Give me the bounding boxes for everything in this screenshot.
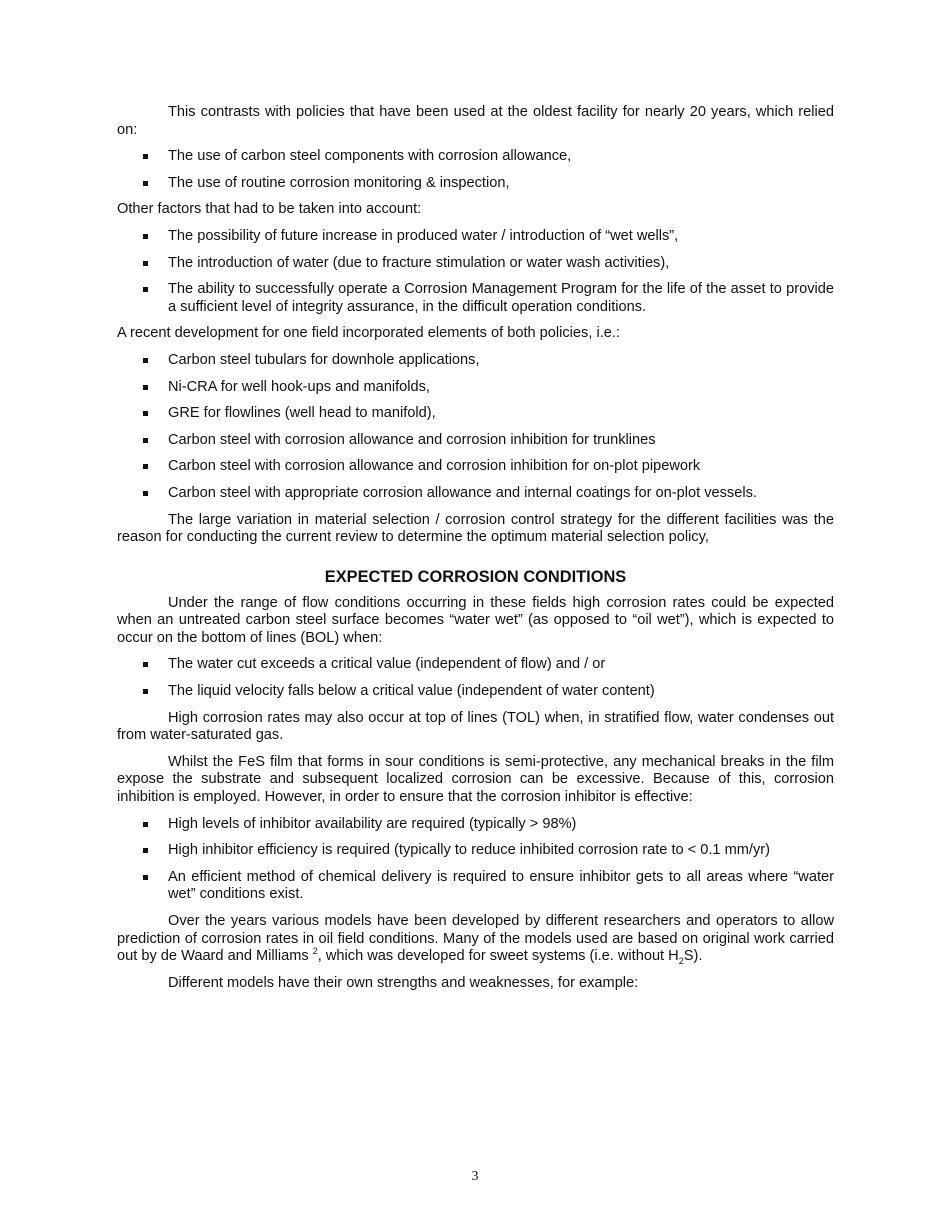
intro-paragraph: This contrasts with policies that have been used at the oldest facility for nearly 20 years, which relied on: [117,104,834,138]
large-variation-paragraph: The large variation in material selection / corrosion control strategy for the different facilities was the reason for conducting the current review to determine the optimum material selection policy, [117,511,834,546]
list-item: Carbon steel with corrosion allowance and corrosion inhibition for on-plot pipework [117,458,834,476]
list-item: High inhibitor efficiency is required (typically to reduce inhibited corrosion rate to < 0.1 mm/yr) [117,842,834,860]
bullet-icon [143,234,148,239]
bol-conditions-list [117,656,834,700]
section-heading: EXPECTED CORROSION CONDITIONS [324,567,627,586]
bullet-icon [143,385,148,390]
other-factors-paragraph: Other factors that had to be taken into account: [117,201,422,218]
bullet-icon [143,662,148,667]
list-item: The use of carbon steel components with corrosion allowance, [117,148,834,166]
list-item: The liquid velocity falls below a critical value (independent of water content) [117,683,834,701]
list-item: Carbon steel with corrosion allowance and corrosion inhibition for trunklines [117,432,834,450]
list-item: The introduction of water (due to fracture stimulation or water wash activities), [117,255,834,273]
list-item: High levels of inhibitor availability are required (typically > 98%) [117,816,834,834]
policy-list [117,148,834,192]
factors-list [117,228,834,316]
list-item: The ability to successfully operate a Corrosion Management Program for the life of the asset to provide a sufficient level of integrity assurance, in the difficult operation conditions. [117,281,834,316]
list-item: Carbon steel with appropriate corrosion allowance and internal coatings for on-plot vessels. [117,485,834,503]
bullet-icon [143,875,148,880]
list-item: The use of routine corrosion monitoring & inspection, [117,175,834,193]
bullet-icon [143,438,148,443]
bullet-icon [143,411,148,416]
bullet-icon [143,181,148,186]
subscript: 2 [678,956,684,967]
bullet-icon [143,491,148,496]
bullet-icon [143,358,148,363]
models-paragraph: Over the years various models have been developed by different researchers and operators to allow prediction of corrosion rates in oil field conditions. Many of the models used are based on original work carried out by de Waard and Milliams $^2$, which was developed for sweet systems (i.e. without $H_2S$). [117,913,834,967]
reference-superscript: 2 [312,946,318,957]
bullet-icon [143,261,148,266]
flow-conditions-paragraph: Under the range of flow conditions occurring in these fields high corrosion rates could be expected when an untreated carbon steel surface becomes “water wet” (as opposed to “oil wet”), which is expected to occur on the bottom of lines (BOL) when: [117,594,834,646]
page-body [117,104,834,992]
development-list [117,352,834,503]
different-models-paragraph: Different models have their own strengths and weaknesses, for example: [168,974,639,991]
bullet-icon [143,154,148,159]
bullet-icon [143,689,148,694]
top-of-lines-paragraph: High corrosion rates may also occur at top of lines (TOL) when, in stratified flow, water condenses out from water-saturated gas. [117,709,834,744]
list-item: The water cut exceeds a critical value (independent of flow) and / or [117,656,834,674]
bullet-icon [143,822,148,827]
bullet-icon [143,848,148,853]
list-item: Ni-CRA for well hook-ups and manifolds, [117,379,834,397]
recent-development-paragraph: A recent development for one field incorporated elements of both policies, i.e.: [117,325,620,342]
list-item: Carbon steel tubulars for downhole applications, [117,352,834,370]
fes-film-paragraph: Whilst the FeS film that forms in sour conditions is semi-protective, any mechanical breaks in the film expose the substrate and subsequent localized corrosion can be excessive. Because of this, corrosion inhibition is employed. However, in order to ensure that the corrosion inhibitor is effective: [117,753,834,806]
bullet-icon [143,464,148,469]
page-number: 3 [471,1169,479,1184]
list-item: GRE for flowlines (well head to manifold), [117,405,834,423]
list-item: The possibility of future increase in produced water / introduction of “wet wells”, [117,228,834,246]
bullet-icon [143,287,148,292]
list-item: An efficient method of chemical delivery is required to ensure inhibitor gets to all areas where “water wet” conditions exist. [117,869,834,904]
inhibitor-list [117,816,834,904]
